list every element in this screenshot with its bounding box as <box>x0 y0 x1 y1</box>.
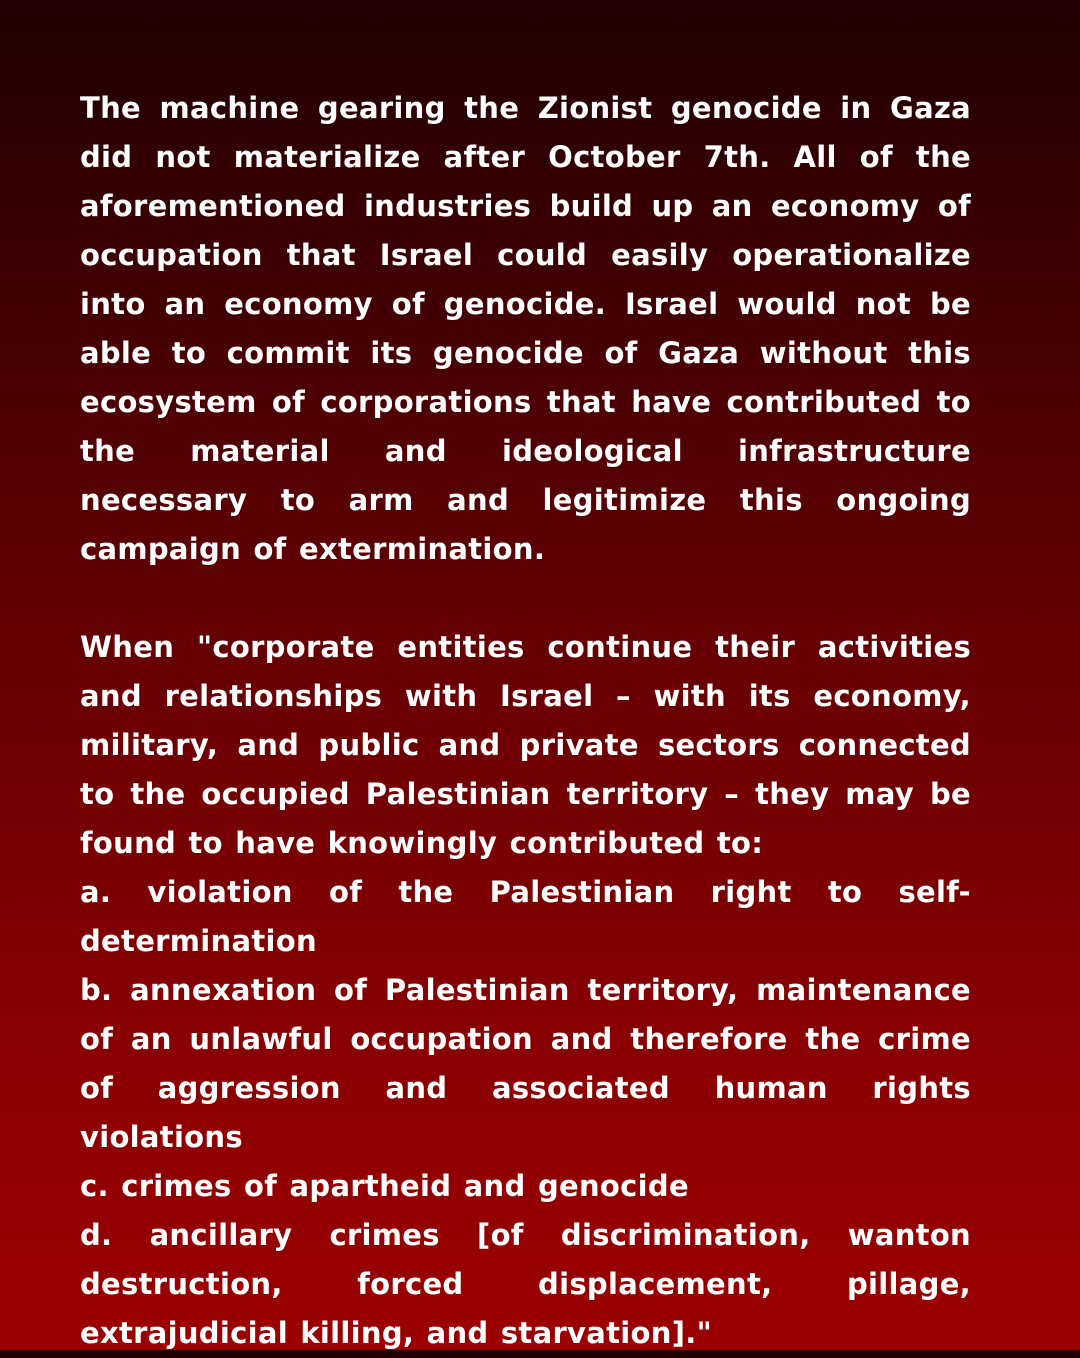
paragraph-corporate-entities-quote: When "corporate entities continue their activities and relationships with Israel – with its economy, military, and public and private sectors connected to the occupied Palestinian territory – they may be found to have knowingly contributed to: <box>80 630 971 860</box>
list-item-c: c. crimes of apartheid and genocide <box>80 1169 689 1203</box>
list-item-d: d. ancillary crimes [of discrimination, wanton destruction, forced displacement, pillage, extrajudicial killing, and starvation]." <box>80 1218 971 1350</box>
list-item-b: b. annexation of Palestinian territory, maintenance of an unlawful occupation and therefore the crime of aggression and associated human rights violations <box>80 973 971 1154</box>
paragraph-spacer <box>80 574 971 623</box>
paragraph-genocide-economy: The machine gearing the Zionist genocide in Gaza did not materialize after October 7th. All of the aforementioned industries build up an economy of occupation that Israel could easily operationalize into an economy of genocide. Israel would not be able to commit its genocide of Gaza without this ecosystem of corporations that have contributed to the material and ideological infrastructure necessary to arm and legitimize this ongoing campaign of extermination. <box>80 91 971 566</box>
list-item-a: a. violation of the Palestinian right to self-determination <box>80 875 971 958</box>
